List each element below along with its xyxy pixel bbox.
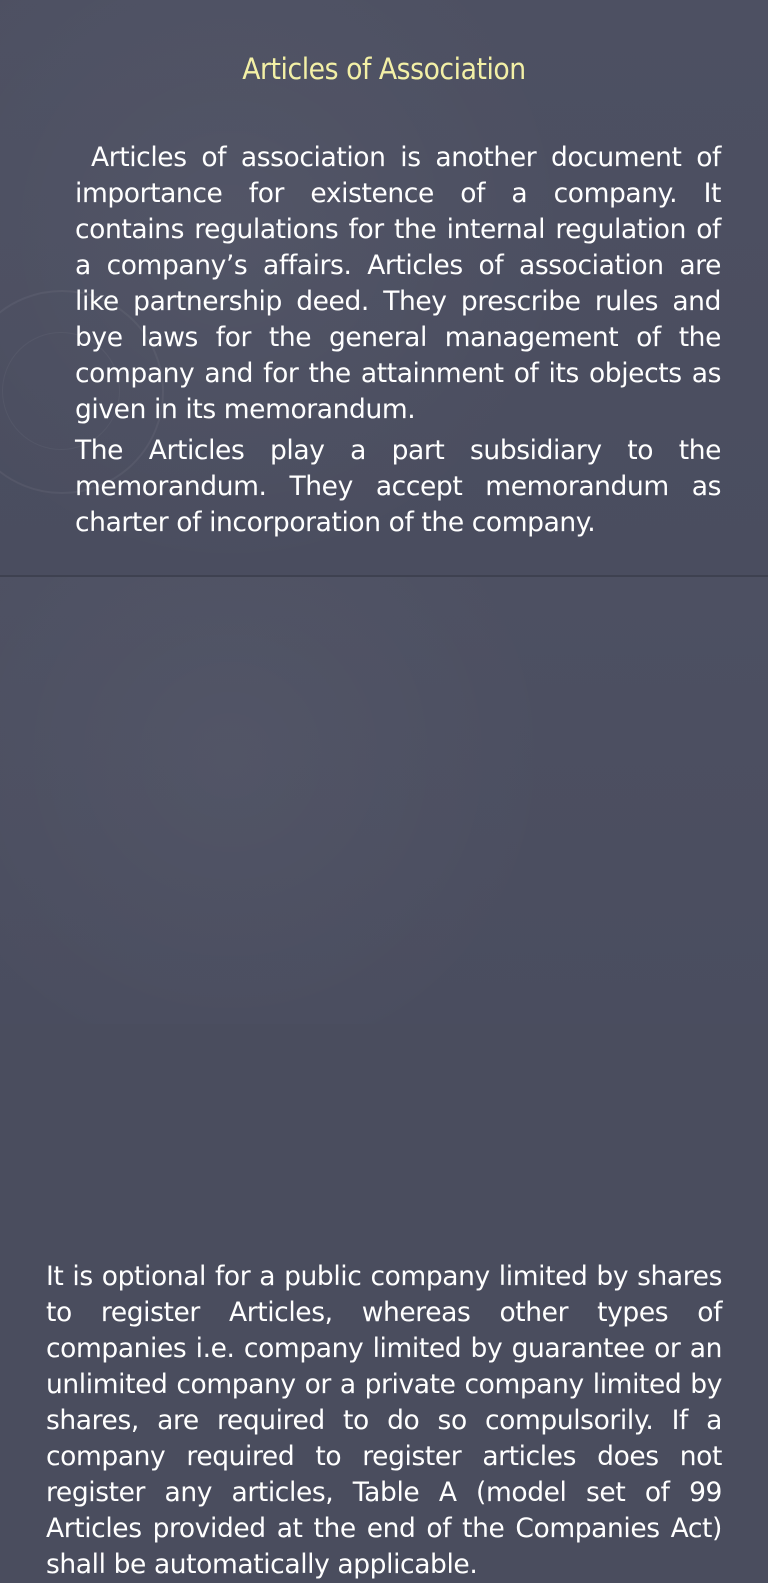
slide-paragraph-subsidiary: The Articles play a part subsidiary to the memorandum. They accept memorandum as charter of incorporation of the company. (75, 435, 721, 538)
slide-registration-of-articles (0, 577, 768, 1580)
slide-articles-of-association (0, 0, 768, 575)
slide-paragraph-registration: It is optional for a public company limited by shares to register Articles, whereas other types of companies i.e. company limited by guarantee or an unlimited company or a private company limited by shares, are required to do so compulsorily. If a company required to register articles does not register any articles, Table A (model set of 99 Articles provided at the end of the Companies Act) shall be automatically applicable. (46, 1261, 722, 1580)
slide-title: Articles of Association (242, 52, 526, 86)
slide-paragraph-definition: Articles of association is another document of importance for existence of a company. It contains regulations for the internal regulation of a company’s affairs. Articles of association are like partnership deed. They prescribe rules and bye laws for the general management of the company and for the attainment of its objects as given in its memorandum. (75, 142, 721, 425)
